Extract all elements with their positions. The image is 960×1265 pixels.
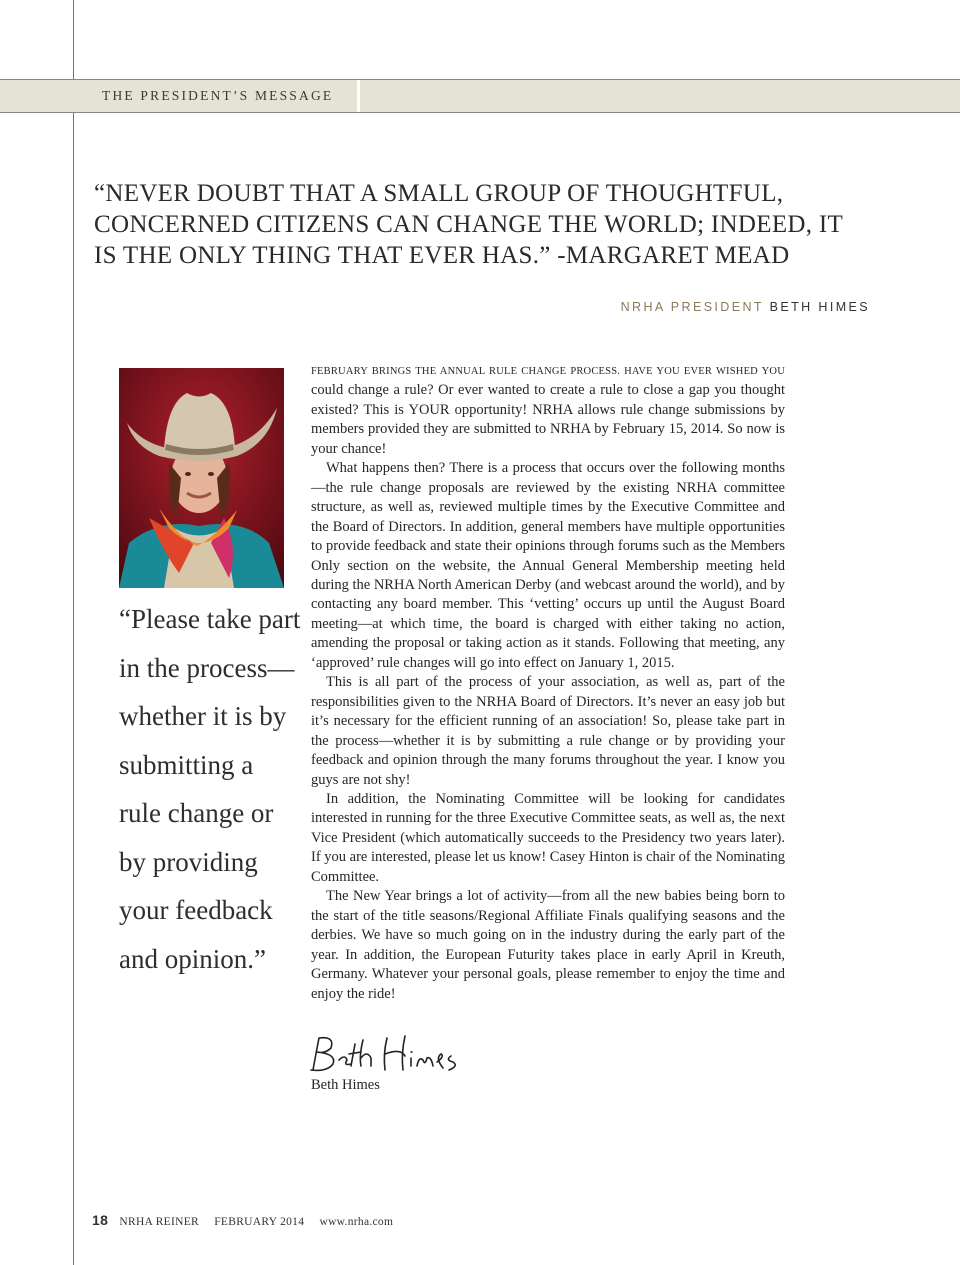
author-byline (621, 300, 870, 314)
pull-quote-line: in the process— (119, 652, 295, 683)
pull-quote (119, 595, 309, 983)
byline-name: BETH HIMES (769, 300, 870, 314)
article-paragraph: In addition, the Nominating Committee will be looking for candidates interested in running for the three Executive Committee seats, as well as, the next Vice President (which automatically succeeds to the Presidency two years later). If you are interested, please let us know! Casey Hinton is chair of the Nominating Committee. (311, 790, 785, 885)
margin-rule (73, 0, 74, 1265)
quote-line: CONCERNED CITIZENS CAN CHANGE THE WORLD; INDEED, IT (94, 211, 844, 238)
magazine-name: NRHA REINER (119, 1216, 200, 1228)
lead-in-caps: FEBRUARY BRINGS THE ANNUAL RULE CHANGE PROCESS. HAVE YOU EVER WISHED YOU (311, 366, 785, 377)
website-link[interactable]: www.nrha.com (319, 1216, 394, 1228)
article-paragraph (311, 361, 785, 459)
band-divider (357, 80, 360, 112)
pull-quote-line: your feedback (119, 895, 273, 925)
pull-quote-line: whether it is by (119, 701, 287, 731)
pull-quote-line: and opinion.” (119, 943, 266, 974)
author-photo (119, 368, 284, 588)
article-paragraph: The New Year brings a lot of activity—from all the new babies being born to the start of the title seasons/Regional Affiliate Finals qualifying seasons and the derbies. We have so much going on in the industry during the early part of the year. In addition, the European Futurity takes place in early April in Kreuth, Germany. Whatever your personal goals, please remember to enjoy the time and enjoy the ride! (311, 888, 785, 1002)
handwritten-signature (305, 1030, 465, 1080)
article-paragraph: What happens then? There is a process that occurs over the following months—the rule change proposals are reviewed by the existing NRHA committee structure, as well as, reviewed multiple times by the Executive Committee and the Board of Directors. In addition, general members have multiple opportunities to provide feedback and state their opinions through forums such as the Members Only section on the website, the Annual General Membership meeting held during the NRHA North American Derby (and webcast around the world), and by contacting any board member. This ‘vetting’ occurs up until the August Board meeting—at which time, the board is charged with either taking no action, amending the proposal or taking action as it stands. Following that meeting, any ‘approved’ rule changes will go into effect on January 1, 2015. (311, 460, 785, 671)
opening-quote (94, 178, 894, 271)
issue-date: FEBRUARY 2014 (214, 1216, 305, 1228)
article-body (311, 361, 785, 1004)
section-label: THE PRESIDENT’S MESSAGE (102, 88, 334, 103)
byline-title: NRHA PRESIDENT (620, 300, 764, 314)
signature-name: Beth Himes (311, 1077, 380, 1093)
pull-quote-line: submitting a (119, 749, 254, 780)
page-footer (92, 1212, 393, 1228)
quote-line: IS THE ONLY THING THAT EVER HAS.” -MARGARET MEAD (94, 242, 790, 269)
pull-quote-line: “Please take part (119, 604, 301, 634)
pull-quote-line: by providing (119, 846, 258, 877)
paragraph-text: could change a rule? Or ever wanted to create a rule to close a gap you thought existed? This is YOUR opportunity! NRHA allows rule change submissions by members provided they are submitted to NRHA by February 15, 2014. So now is your chance! (311, 382, 785, 457)
pull-quote-line: rule change or (119, 798, 274, 828)
quote-line: “NEVER DOUBT THAT A SMALL GROUP OF THOUGHTFUL, (94, 180, 784, 207)
page-number: 18 (92, 1212, 109, 1228)
article-paragraph: This is all part of the process of your association, as well as, part of the responsibilities given to the NRHA Board of Directors. It’s never an easy job but it’s necessary for the efficient running of an association! So, please take part in the process—whether it is by submitting a rule change or by providing your feedback and opinion through the many forums throughout the year. I know you guys are not shy! (311, 674, 785, 788)
